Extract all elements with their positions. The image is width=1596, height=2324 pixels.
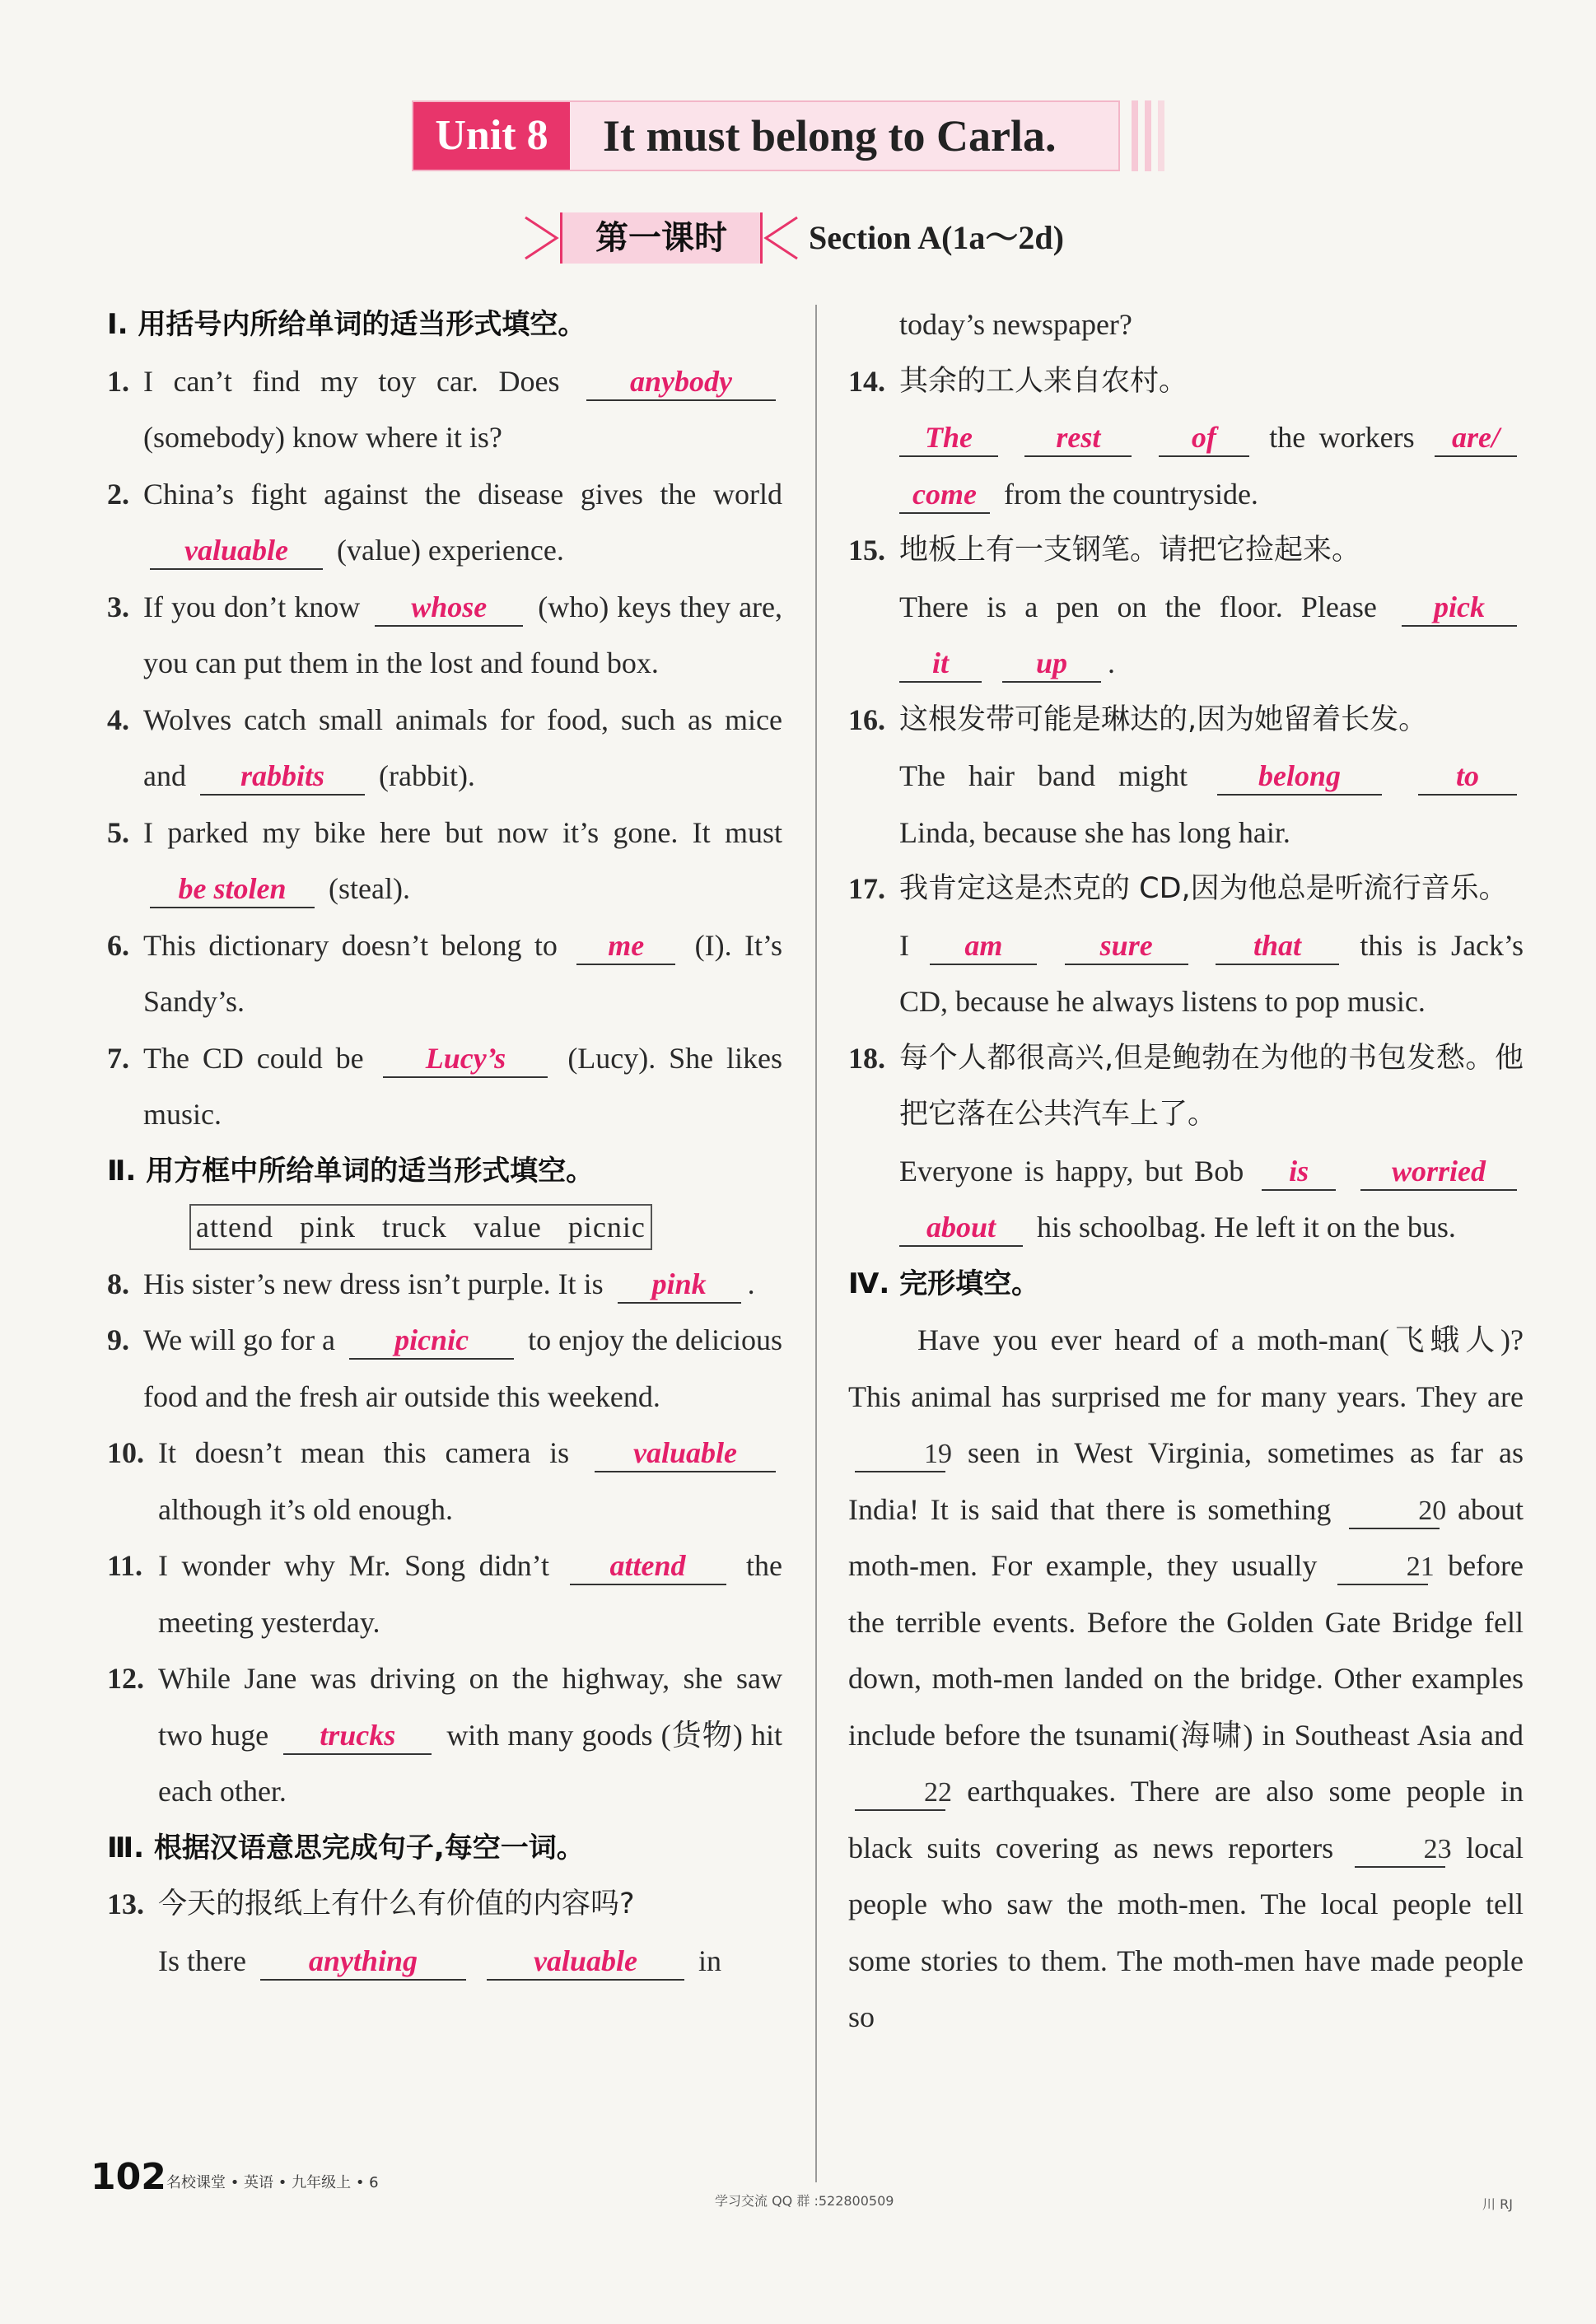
question-text: I wonder why Mr. Song didn’t bbox=[158, 1549, 549, 1582]
chevron-right-icon bbox=[763, 212, 804, 264]
question-text: (Lucy). She likes music. bbox=[143, 1041, 782, 1131]
question-text: There is a pen on the floor. Please bbox=[899, 590, 1377, 623]
question-text: (somebody) know where it is? bbox=[143, 421, 502, 454]
question-number: 9. bbox=[107, 1323, 129, 1356]
question-3 bbox=[107, 579, 782, 692]
question-text: The CD could be bbox=[143, 1041, 364, 1075]
question-chinese: 这根发带可能是琳达的,因为她留着长发。 bbox=[899, 702, 1428, 736]
answer-blank bbox=[1262, 1155, 1336, 1191]
blank-number: 23 bbox=[1423, 1833, 1452, 1864]
question-number: 3. bbox=[107, 590, 129, 623]
question-12 bbox=[107, 1650, 782, 1820]
section-title-4: Ⅳ. 完形填空。 bbox=[848, 1267, 1040, 1300]
question-text: I can’t find my toy car. Does bbox=[143, 364, 560, 398]
question-text: (rabbit). bbox=[378, 759, 475, 792]
answer-blank bbox=[930, 929, 1037, 965]
answer-text: of bbox=[1191, 421, 1216, 454]
question-text: I parked my bike here but now it’s gone. It must bbox=[143, 815, 782, 849]
question-text: this is Jack’s CD, because he always listens to pop music. bbox=[899, 928, 1524, 1018]
edition-code: 川 RJ bbox=[1482, 2196, 1513, 2212]
question-6 bbox=[107, 917, 782, 1030]
book-info: 名校课堂 • 英语 • 九年级上 • 6 bbox=[166, 2174, 379, 2191]
question-text: The hair band might bbox=[899, 759, 1188, 792]
answer-blank bbox=[899, 646, 982, 683]
question-text: . bbox=[1108, 646, 1115, 679]
question-1 bbox=[107, 353, 782, 466]
answer-blank bbox=[899, 478, 990, 514]
answer-text: me bbox=[608, 928, 645, 962]
answer-text: be stolen bbox=[178, 872, 287, 905]
qq-group-info: 学习交流 QQ 群 :522800509 bbox=[715, 2193, 894, 2209]
question-chinese: 每个人都很高兴,但是鲍勃在为他的书包发愁。他把它落在公共汽车上了。 bbox=[899, 1041, 1524, 1131]
answer-blank bbox=[1418, 759, 1517, 796]
question-text: We will go for a bbox=[143, 1323, 336, 1356]
answer-blank bbox=[1360, 1155, 1517, 1191]
answer-text: are/ bbox=[1452, 421, 1500, 454]
question-10 bbox=[107, 1425, 782, 1538]
question-text: If you don’t know bbox=[143, 590, 361, 623]
answer-text: belong bbox=[1258, 759, 1341, 792]
answer-text: pink bbox=[651, 1267, 707, 1300]
answer-text: whose bbox=[411, 590, 488, 623]
question-text: (I). It’s Sandy’s. bbox=[143, 928, 783, 1018]
question-text: China’s fight against the disease gives the world bbox=[143, 477, 782, 511]
answer-text: come bbox=[912, 477, 977, 511]
answer-text: rabbits bbox=[240, 759, 324, 792]
answer-blank bbox=[576, 929, 675, 965]
answer-text: it bbox=[931, 646, 949, 679]
question-number: 7. bbox=[107, 1041, 129, 1075]
answer-blank bbox=[487, 1944, 684, 1981]
passage-text: seen in West Virginia, sometimes as far as India! It is said that there is something bbox=[848, 1436, 1524, 1526]
lesson-heading bbox=[519, 204, 1095, 278]
passage-text: Have you ever heard of a moth-man(飞蛾人)? This animal has surprised me for many years. They are bbox=[848, 1323, 1524, 1413]
answer-text: is bbox=[1289, 1154, 1309, 1188]
answer-blank bbox=[1159, 421, 1249, 457]
lesson-badge: 第一课时 bbox=[560, 212, 763, 264]
question-16 bbox=[848, 692, 1524, 861]
section-title-2: Ⅱ. 用方框中所给单词的适当形式填空。 bbox=[107, 1154, 595, 1188]
unit-tag: Unit 8 bbox=[413, 102, 570, 170]
question-13-continued: today’s newspaper? bbox=[899, 308, 1132, 341]
answer-text: to bbox=[1455, 759, 1479, 792]
question-number: 6. bbox=[107, 928, 129, 962]
section-title-1: Ⅰ. 用括号内所给单词的适当形式填空。 bbox=[107, 308, 586, 341]
question-number: 10. bbox=[107, 1436, 144, 1469]
answer-text: trucks bbox=[320, 1718, 396, 1752]
answer-blank bbox=[1402, 590, 1517, 627]
answer-blank bbox=[1216, 929, 1339, 965]
blank-number: 21 bbox=[1406, 1552, 1435, 1582]
question-9 bbox=[107, 1312, 782, 1425]
answer-text: anything bbox=[308, 1944, 418, 1977]
answer-text: valuable bbox=[184, 534, 288, 567]
answer-text: Lucy’s bbox=[425, 1041, 506, 1075]
answer-blank bbox=[899, 421, 998, 457]
question-text: This dictionary doesn’t belong to bbox=[143, 928, 558, 962]
answer-blank bbox=[899, 1211, 1023, 1247]
question-number: 11. bbox=[107, 1549, 143, 1582]
blank-number: 20 bbox=[1418, 1495, 1447, 1526]
passage-text: before the terrible events. Before the Golden Gate Bridge fell down, moth-men landed on the bridge. Other examples include before the tsunami(海啸) in Southeast Asia and bbox=[848, 1549, 1524, 1752]
cloze-blank-21 bbox=[1337, 1549, 1435, 1585]
question-text: although it’s old enough. bbox=[158, 1492, 453, 1526]
question-5 bbox=[107, 805, 782, 917]
unit-banner bbox=[412, 100, 1120, 171]
question-4 bbox=[107, 692, 782, 805]
question-number: 17. bbox=[848, 872, 885, 905]
cloze-blank-22 bbox=[855, 1775, 952, 1811]
answer-text: pick bbox=[1434, 590, 1485, 623]
question-chinese: 我肯定这是杰克的 CD,因为他总是听流行音乐。 bbox=[899, 872, 1508, 905]
chevron-left-icon bbox=[519, 212, 560, 264]
question-chinese: 其余的工人来自农村。 bbox=[899, 364, 1188, 398]
question-14 bbox=[848, 353, 1524, 523]
answer-blank bbox=[150, 872, 315, 908]
cloze-blank-19 bbox=[855, 1436, 952, 1472]
question-text: Wolves catch small animals for food, such as mice and bbox=[143, 702, 782, 792]
question-text: his schoolbag. He left it on the bus. bbox=[1037, 1211, 1456, 1244]
right-column bbox=[848, 296, 1524, 2046]
answer-blank bbox=[1002, 646, 1101, 683]
answer-blank bbox=[570, 1549, 726, 1585]
passage-text: local people who saw the moth-men. The local people tell some stories to them. The moth-men have made people so bbox=[848, 1831, 1524, 2033]
answer-text: up bbox=[1035, 646, 1068, 679]
answer-text: that bbox=[1253, 928, 1302, 962]
question-text: the meeting yesterday. bbox=[158, 1549, 783, 1639]
answer-blank bbox=[283, 1719, 432, 1755]
answer-blank bbox=[1024, 421, 1132, 457]
answer-blank bbox=[260, 1944, 466, 1981]
section-label: Section A(1a～2d) bbox=[809, 219, 1064, 256]
blank-number: 19 bbox=[924, 1439, 952, 1469]
answer-text: worried bbox=[1392, 1154, 1486, 1188]
answer-text: picnic bbox=[394, 1323, 469, 1356]
answer-blank bbox=[1065, 929, 1188, 965]
passage-text: about moth-men. For example, they usually bbox=[848, 1492, 1524, 1582]
answer-blank bbox=[383, 1042, 548, 1078]
question-number: 1. bbox=[107, 364, 129, 398]
question-number: 12. bbox=[107, 1662, 144, 1695]
question-chinese: 地板上有一支钢笔。请把它捡起来。 bbox=[899, 534, 1361, 567]
banner-stripes-decoration bbox=[1128, 100, 1178, 171]
answer-text: anybody bbox=[630, 364, 732, 398]
answer-blank bbox=[1435, 421, 1517, 457]
cloze-passage bbox=[848, 1312, 1524, 2046]
question-text: It doesn’t mean this camera is bbox=[158, 1436, 570, 1469]
question-text: (value) experience. bbox=[337, 534, 564, 567]
answer-blank bbox=[1217, 759, 1382, 796]
answer-blank bbox=[200, 759, 365, 796]
answer-blank bbox=[618, 1267, 741, 1304]
question-text: Is there bbox=[158, 1944, 246, 1977]
answer-text: about bbox=[926, 1211, 996, 1244]
page-number: 102 bbox=[91, 2156, 166, 2198]
passage-text: earthquakes. There are also some people in black suits covering as news reporters bbox=[848, 1775, 1524, 1864]
question-text: While Jane was driving on the highway, she saw two huge bbox=[158, 1662, 782, 1752]
question-number: 8. bbox=[107, 1267, 129, 1300]
question-text: to enjoy the delicious food and the fresh air outside this weekend. bbox=[143, 1323, 783, 1413]
question-text: in bbox=[698, 1944, 721, 1977]
blank-number: 22 bbox=[924, 1777, 952, 1808]
question-chinese: 今天的报纸上有什么有价值的内容吗? bbox=[158, 1888, 635, 1920]
answer-text: sure bbox=[1099, 928, 1153, 962]
answer-text: valuable bbox=[533, 1944, 637, 1977]
left-column bbox=[107, 296, 782, 1989]
question-text: the workers bbox=[1269, 421, 1415, 454]
answer-text: attend bbox=[609, 1549, 686, 1582]
unit-title: It must belong to Carla. bbox=[603, 111, 1057, 161]
question-8 bbox=[107, 1256, 782, 1313]
answer-text: am bbox=[964, 928, 1003, 962]
question-number: 4. bbox=[107, 702, 129, 736]
answer-blank bbox=[150, 534, 323, 570]
answer-text: The bbox=[925, 421, 973, 454]
word-box: attend pink truck value picnic bbox=[189, 1204, 652, 1250]
question-number: 5. bbox=[107, 815, 129, 849]
question-2 bbox=[107, 466, 782, 579]
question-text: (who) keys they are, you can put them in the lost and found box. bbox=[143, 590, 783, 679]
question-15 bbox=[848, 522, 1524, 692]
question-number: 18. bbox=[848, 1041, 885, 1075]
column-divider bbox=[815, 305, 817, 2182]
answer-blank bbox=[595, 1436, 776, 1472]
question-11 bbox=[107, 1538, 782, 1650]
question-text: Everyone is happy, but Bob bbox=[899, 1154, 1244, 1188]
cloze-blank-20 bbox=[1349, 1493, 1447, 1529]
question-text: with many goods (货物) hit each other. bbox=[158, 1718, 783, 1808]
question-text: . bbox=[747, 1267, 755, 1300]
question-number: 2. bbox=[107, 477, 129, 511]
answer-text: rest bbox=[1056, 421, 1101, 454]
question-text: I bbox=[899, 928, 909, 962]
cloze-blank-23 bbox=[1355, 1832, 1452, 1868]
question-number: 15. bbox=[848, 534, 885, 567]
question-13 bbox=[107, 1876, 782, 1989]
answer-blank bbox=[349, 1323, 514, 1360]
question-number: 13. bbox=[107, 1888, 144, 1920]
question-number: 16. bbox=[848, 702, 885, 736]
answer-text: valuable bbox=[633, 1436, 737, 1469]
answer-blank bbox=[586, 365, 776, 401]
question-text: His sister’s new dress isn’t purple. It is bbox=[143, 1267, 604, 1300]
question-17 bbox=[848, 861, 1524, 1030]
question-18 bbox=[848, 1030, 1524, 1256]
question-text: (steal). bbox=[329, 872, 410, 905]
question-7 bbox=[107, 1030, 782, 1143]
section-title-3: Ⅲ. 根据汉语意思完成句子,每空一词。 bbox=[107, 1831, 585, 1864]
question-text: Linda, because she has long hair. bbox=[899, 815, 1290, 849]
question-text: from the countryside. bbox=[1004, 477, 1258, 511]
answer-blank bbox=[375, 590, 523, 627]
question-number: 14. bbox=[848, 364, 885, 398]
